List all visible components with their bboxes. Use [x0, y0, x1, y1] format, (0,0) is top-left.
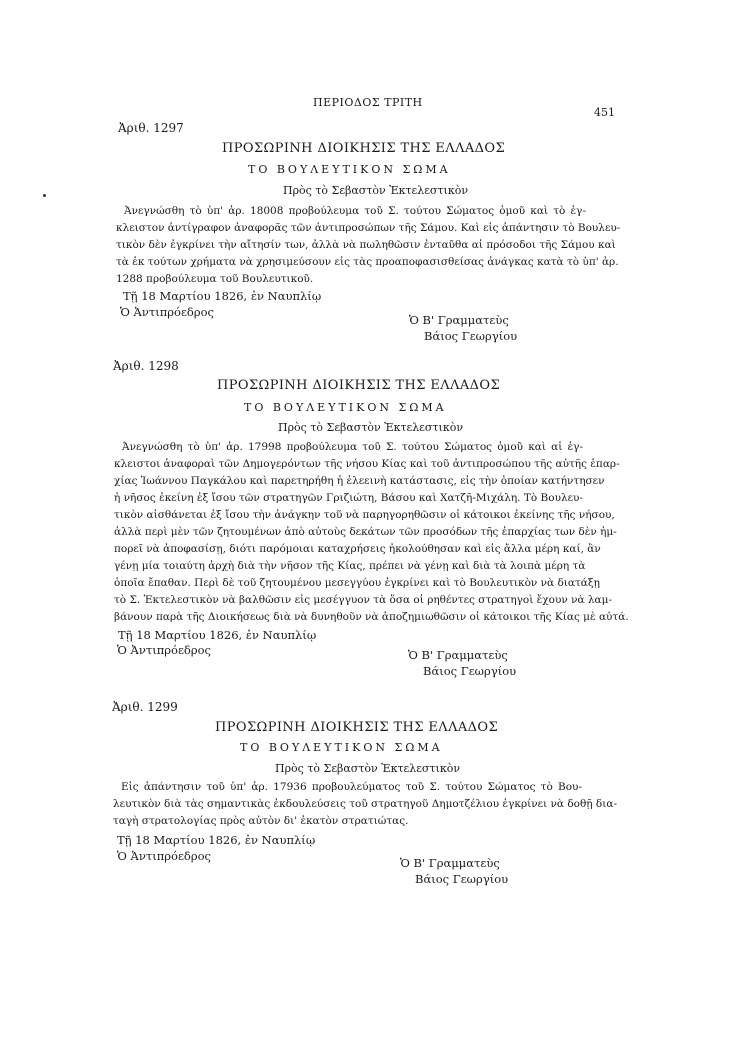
document-title: ΠΡΟΣΩΡΙΝΗ ΔΙΟΙΚΗΣΙΣ ΤΗΣ ΕΛΛΑΔΟΣ: [222, 141, 506, 156]
vice-president-signature: Ὁ Ἀντιπρόεδρος: [117, 849, 211, 863]
document-number: Ἀριθ. 1297: [118, 121, 184, 135]
addressee: Πρὸς τὸ Σεβαστὸν Ἐκτελεστικὸν: [283, 184, 469, 197]
body-line: κλειστοι ἀναφοραὶ τῶν Δημογερόντων τῆς νήσου Κίας καὶ τοῦ ἀντιπροσώπου τῆς αὐτῆς ἐπαρ-: [114, 458, 620, 470]
document-title: ΠΡΟΣΩΡΙΝΗ ΔΙΟΙΚΗΣΙΣ ΤΗΣ ΕΛΛΑΔΟΣ: [215, 720, 499, 735]
body-line: τὰ ἐκ τούτων χρήματα νὰ χρησιμεύσουν εἰς τὰς προαποφασισθείσας ἀνάγκας κατὰ τὸ ὑπ' ἀρ.: [116, 256, 619, 268]
body-line: Ἀνεγνώσθη τὸ ὑπ' ἀρ. 17998 προβούλευμα τοῦ Σ. τούτου Σώματος ὁμοῦ καὶ αἱ ἐγ-: [122, 441, 583, 453]
date-line: Τῇ 18 Μαρτίου 1826, ἐν Ναυπλίῳ: [118, 628, 317, 642]
document-title: ΠΡΟΣΩΡΙΝΗ ΔΙΟΙΚΗΣΙΣ ΤΗΣ ΕΛΛΑΔΟΣ: [217, 378, 501, 393]
document-number: Ἀριθ. 1299: [112, 700, 178, 714]
vice-president-signature: Ὁ Ἀντιπρόεδρος: [120, 305, 214, 319]
body-line: ἀλλὰ περὶ μὲν τῶν ζητουμένων ἀπὸ αὐτοὺς δεκάτων τῶν προσόδων τῆς ἐπαρχίας των δὲν ἠμ-: [114, 526, 617, 538]
body-line: πορεῖ νὰ ἀποφασίσῃ, διότι παρόμοιαι καταχρήσεις ἠκολούθησαν καὶ εἰς ἄλλα μέρη καί, ἂν: [114, 543, 601, 555]
document-subtitle: ΤΟ ΒΟΥΛΕΥΤΙΚΟΝ ΣΩΜΑ: [240, 741, 443, 754]
secretary-title: Ὁ Β' Γραμματεὺς: [409, 313, 509, 327]
document-subtitle: ΤΟ ΒΟΥΛΕΥΤΙΚΟΝ ΣΩΜΑ: [244, 401, 447, 414]
body-line: τικὸν δὲν ἐγκρίνει τὴν αἴτησίν των, ἀλλὰ νὰ πωληθῶσιν ἐνταῦθα αἱ πρόσοδοι τῆς Σάμου καὶ: [116, 239, 616, 251]
document-subtitle: ΤΟ ΒΟΥΛΕΥΤΙΚΟΝ ΣΩΜΑ: [248, 163, 451, 176]
body-line: ἡ νῆσος ἐκείνη ἐξ ἴσου τῶν στρατηγῶν Γριζιώτη, Βάσου καὶ Χατζῆ-Μιχάλη. Τὸ Βουλευ-: [114, 492, 583, 504]
document-body: [116, 203, 621, 288]
document-body: [113, 779, 617, 830]
secretary-name: Βάιος Γεωργίου: [423, 664, 517, 678]
body-line: γένῃ μία τοιαύτη ἀρχὴ διὰ τὴν νῆσον τῆς Κίας, πρέπει νὰ γένῃ καὶ διὰ τὰ λοιπὰ μέρη τὰ: [114, 560, 586, 572]
body-line: λευτικὸν διὰ τὰς σημαντικὰς ἐκδουλεύσεις τοῦ στρατηγοῦ Δημοτζέλιου ἐγκρίνει νὰ δοθῇ δια-: [113, 798, 617, 810]
page-number: 451: [594, 106, 615, 119]
document-number: Ἀριθ. 1298: [113, 359, 179, 373]
secretary-name: Βάιος Γεωργίου: [415, 872, 509, 886]
document-body: [114, 439, 629, 626]
body-line: ὁποῖα ἔπαθαν. Περὶ δὲ τοῦ ζητουμένου μεσεγγύου ἐγκρίνει καὶ τὸ Βουλευτικὸν νὰ διατάξῃ: [114, 577, 600, 589]
secretary-name: Βάιος Γεωργίου: [424, 329, 518, 343]
body-line: χίας Ἰωάννου Παγκάλου καὶ παρετηρήθη ἡ ἐλεεινὴ κατάστασις, εἰς τὴν ὁποίαν κατήντησεν: [114, 475, 605, 487]
addressee: Πρὸς τὸ Σεβαστὸν Ἐκτελεστικὸν: [278, 421, 464, 434]
body-line: κλειστον ἀντίγραφον ἀναφορᾶς τῶν ἀντιπροσώπων τῆς Σάμου. Καὶ εἰς ἀπάντησιν τὸ Βουλευ-: [116, 222, 621, 234]
running-header: ΠΕΡΙΟΔΟΣ ΤΡΙΤΗ: [313, 96, 423, 109]
date-line: Τῇ 18 Μαρτίου 1826, ἐν Ναυπλίῳ: [117, 833, 316, 847]
body-line: Εἰς ἀπάντησιν τοῦ ὑπ' ἀρ. 17936 προβουλεύματος τοῦ Σ. τούτου Σώματος τὸ Βου-: [121, 781, 582, 793]
body-line: Ἀνεγνώσθη τὸ ὑπ' ἀρ. 18008 προβούλευμα τοῦ Σ. τούτου Σώματος ὁμοῦ καὶ τὸ ἐγ-: [124, 205, 586, 217]
secretary-title: Ὁ Β' Γραμματεὺς: [408, 648, 508, 662]
print-mark: [43, 194, 46, 197]
secretary-title: Ὁ Β' Γραμματεὺς: [400, 856, 500, 870]
body-line: ταγὴ στρατολογίας πρὸς αὐτὸν δι' ἑκατὸν στρατιώτας.: [113, 815, 409, 827]
body-line: τὸ Σ. Ἐκτελεστικὸν νὰ βαλθῶσιν εἰς μεσέγγυον τὰ ὅσα οἱ ρηθέντες στρατηγοὶ ἔχουν νὰ λαμ-: [114, 594, 613, 606]
addressee: Πρὸς τὸ Σεβαστὸν Ἐκτελεστικὸν: [275, 762, 461, 775]
body-line: 1288 προβούλευμα τοῦ Βουλευτικοῦ.: [116, 273, 314, 285]
body-line: τικὸν αἰσθάνεται ἐξ ἴσου τὴν ἀνάγκην τοῦ νὰ παρηγορηθῶσιν οἱ κάτοικοι ἐκείνης τῆς νήσου,: [114, 509, 615, 521]
date-line: Τῇ 18 Μαρτίου 1826, ἐν Ναυπλίῳ: [123, 289, 322, 303]
vice-president-signature: Ὁ Ἀντιπρόεδρος: [117, 643, 211, 657]
body-line: βάνουν παρὰ τῆς Διοικήσεως διὰ νὰ δυνηθοῦν νὰ ἀποζημιωθῶσιν οἱ κάτοικοι τῆς Κίας μὲ αὐτά.: [114, 611, 629, 623]
